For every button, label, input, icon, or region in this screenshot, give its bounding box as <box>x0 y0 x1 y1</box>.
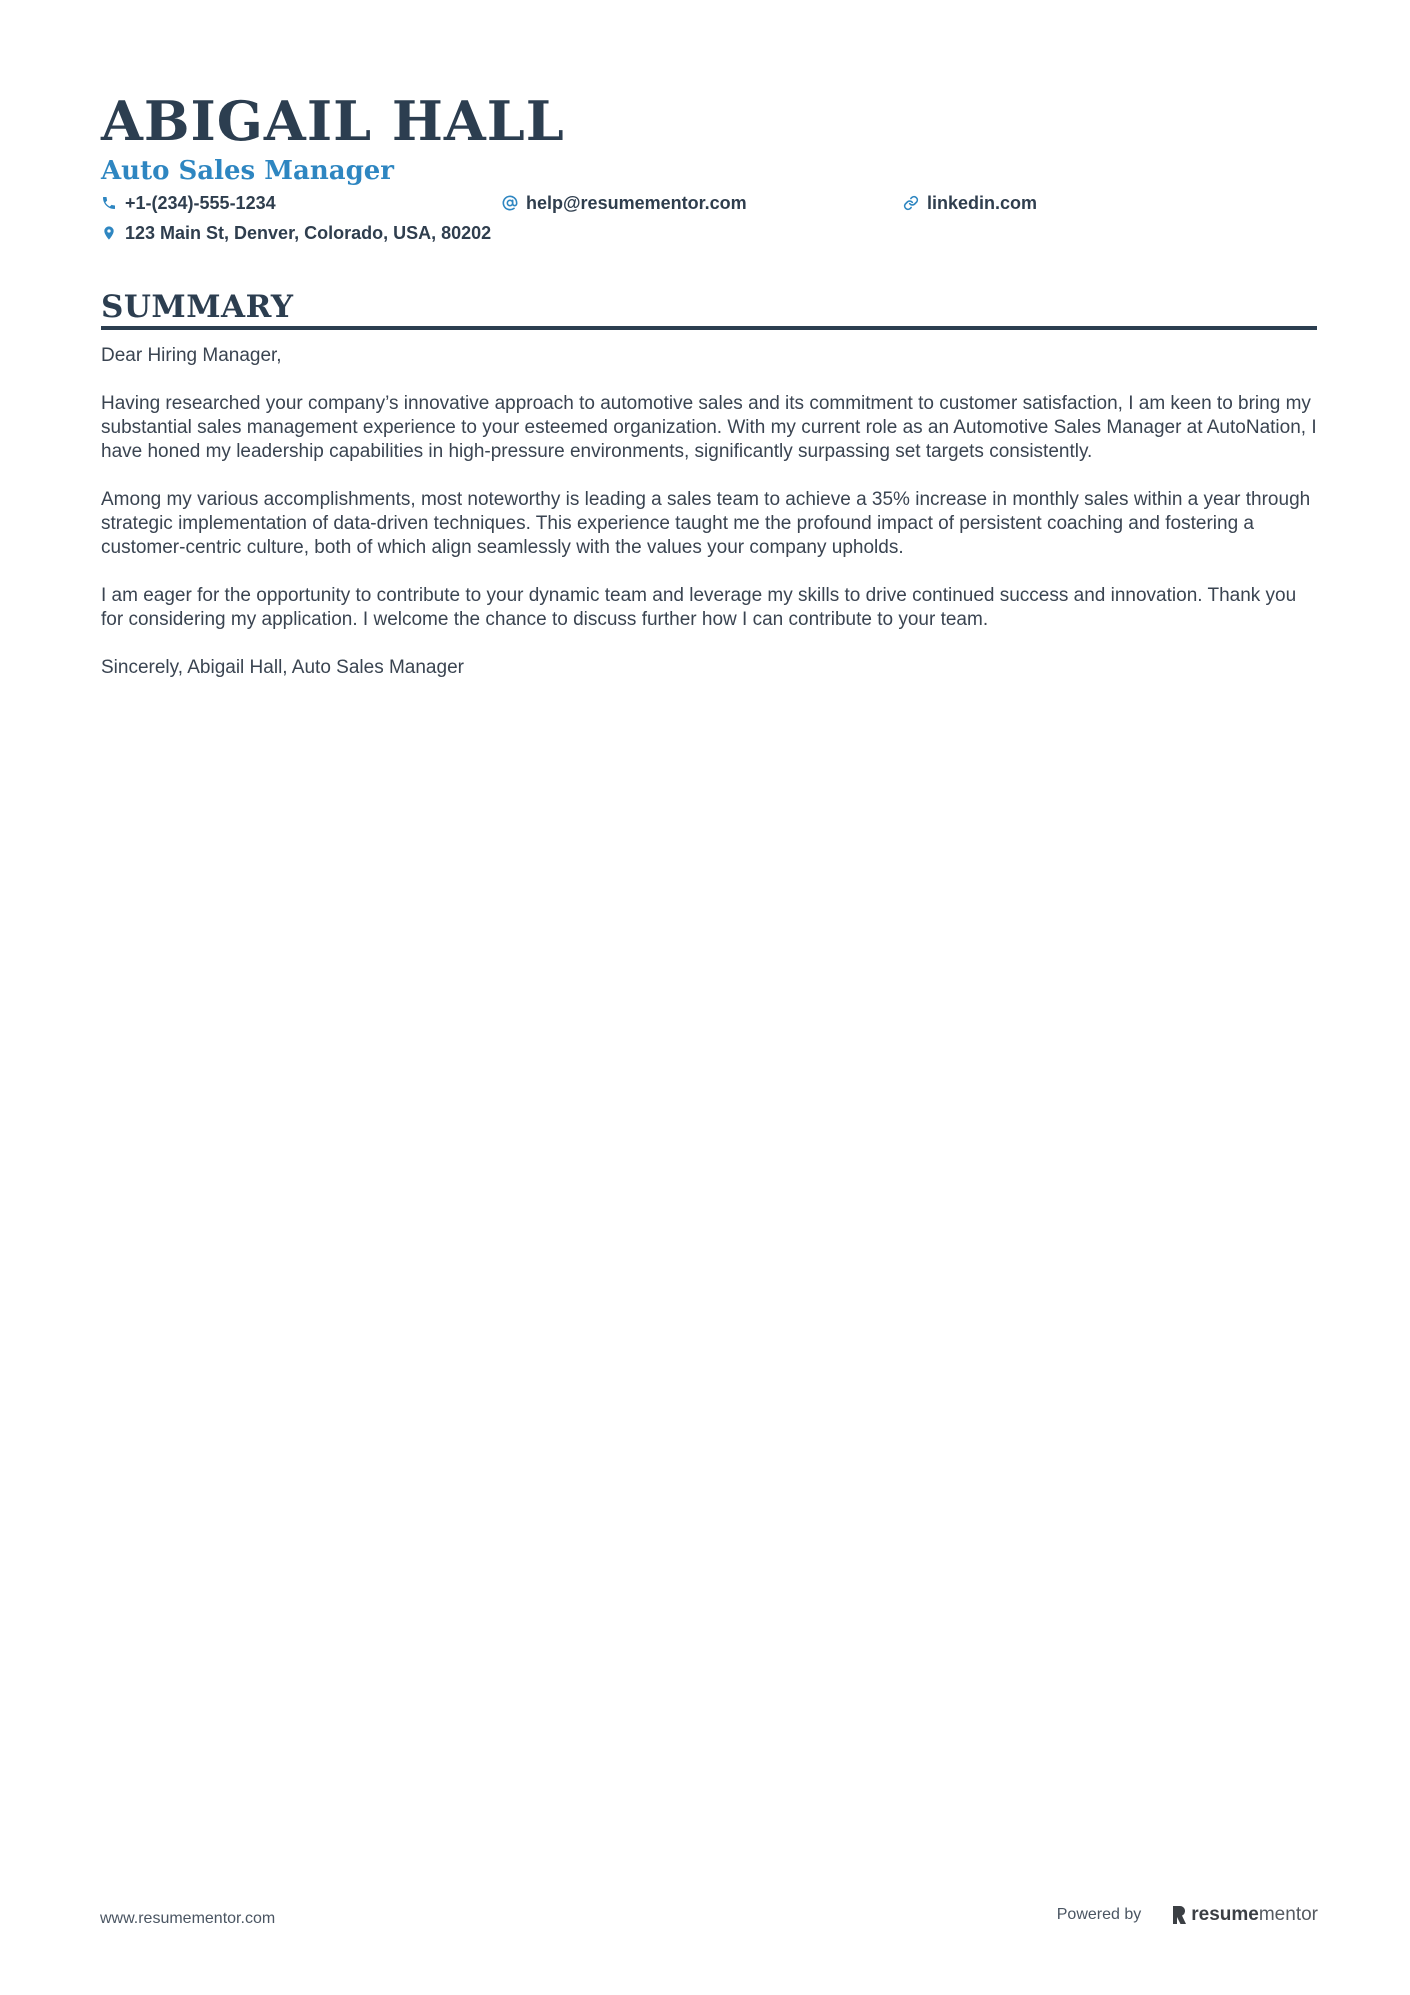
cover-letter-body <box>101 344 1317 680</box>
candidate-name: ABIGAIL HALL <box>101 89 565 153</box>
contact-row-1 <box>101 188 1317 218</box>
linkedin-link[interactable]: linkedin.com <box>927 192 1038 213</box>
brand-name-part2: mentor <box>1258 1904 1318 1925</box>
contact-email[interactable] <box>502 193 903 214</box>
letter-greeting: Dear Hiring Manager, <box>101 345 282 366</box>
resume-page <box>101 88 1317 704</box>
resumementor-logo-icon <box>1171 1905 1187 1925</box>
email-link[interactable]: help@resumementor.com <box>526 192 747 213</box>
footer-website-link[interactable]: www.resumementor.com <box>100 1910 276 1927</box>
section-divider <box>101 326 1317 330</box>
phone-icon <box>101 195 117 211</box>
address-text: 123 Main St, Denver, Colorado, USA, 80202 <box>125 222 492 243</box>
link-icon <box>903 195 919 211</box>
powered-by-label: Powered by <box>1056 1906 1142 1923</box>
letter-paragraph: Having researched your company’s innovative approach to automotive sales and its commitment to customer satisfaction, I am keen to bring my substantial sales management experience to your esteemed organization. With my current role as an Automotive Sales Manager at AutoNation, I have honed my leadership capabilities in high-pressure environments, significantly surpassing set targets consistently. <box>101 393 1317 462</box>
letter-closing: Sincerely, Abigail Hall, Auto Sales Manager <box>101 657 464 678</box>
contact-address <box>101 223 491 244</box>
phone-text: +1-(234)-555-1234 <box>125 192 276 213</box>
brand-name-part1: resume <box>1191 1904 1259 1925</box>
contact-linkedin[interactable] <box>903 193 1037 214</box>
footer-branding <box>1057 1904 1318 1926</box>
letter-paragraph: Among my various accomplishments, most noteworthy is leading a sales team to achieve a 35% increase in monthly sales within a year through strategic implementation of data-driven techniques. This experience taught me the profound impact of persistent coaching and fostering a customer-centric culture, both of which align seamlessly with the values your company upholds. <box>101 489 1311 558</box>
brand-logo[interactable] <box>1171 1904 1318 1926</box>
contact-phone <box>101 193 502 214</box>
letter-paragraph: I am eager for the opportunity to contribute to your dynamic team and leverage my skills to drive continued success and innovation. Thank you for considering my application. I welcome the chance to discuss further how I can contribute to your team. <box>101 585 1297 630</box>
section-title-summary: SUMMARY <box>101 289 294 325</box>
map-pin-icon <box>101 225 117 241</box>
job-title: Auto Sales Manager <box>101 156 395 186</box>
contact-row-2 <box>101 218 1317 248</box>
at-sign-icon <box>502 195 518 211</box>
